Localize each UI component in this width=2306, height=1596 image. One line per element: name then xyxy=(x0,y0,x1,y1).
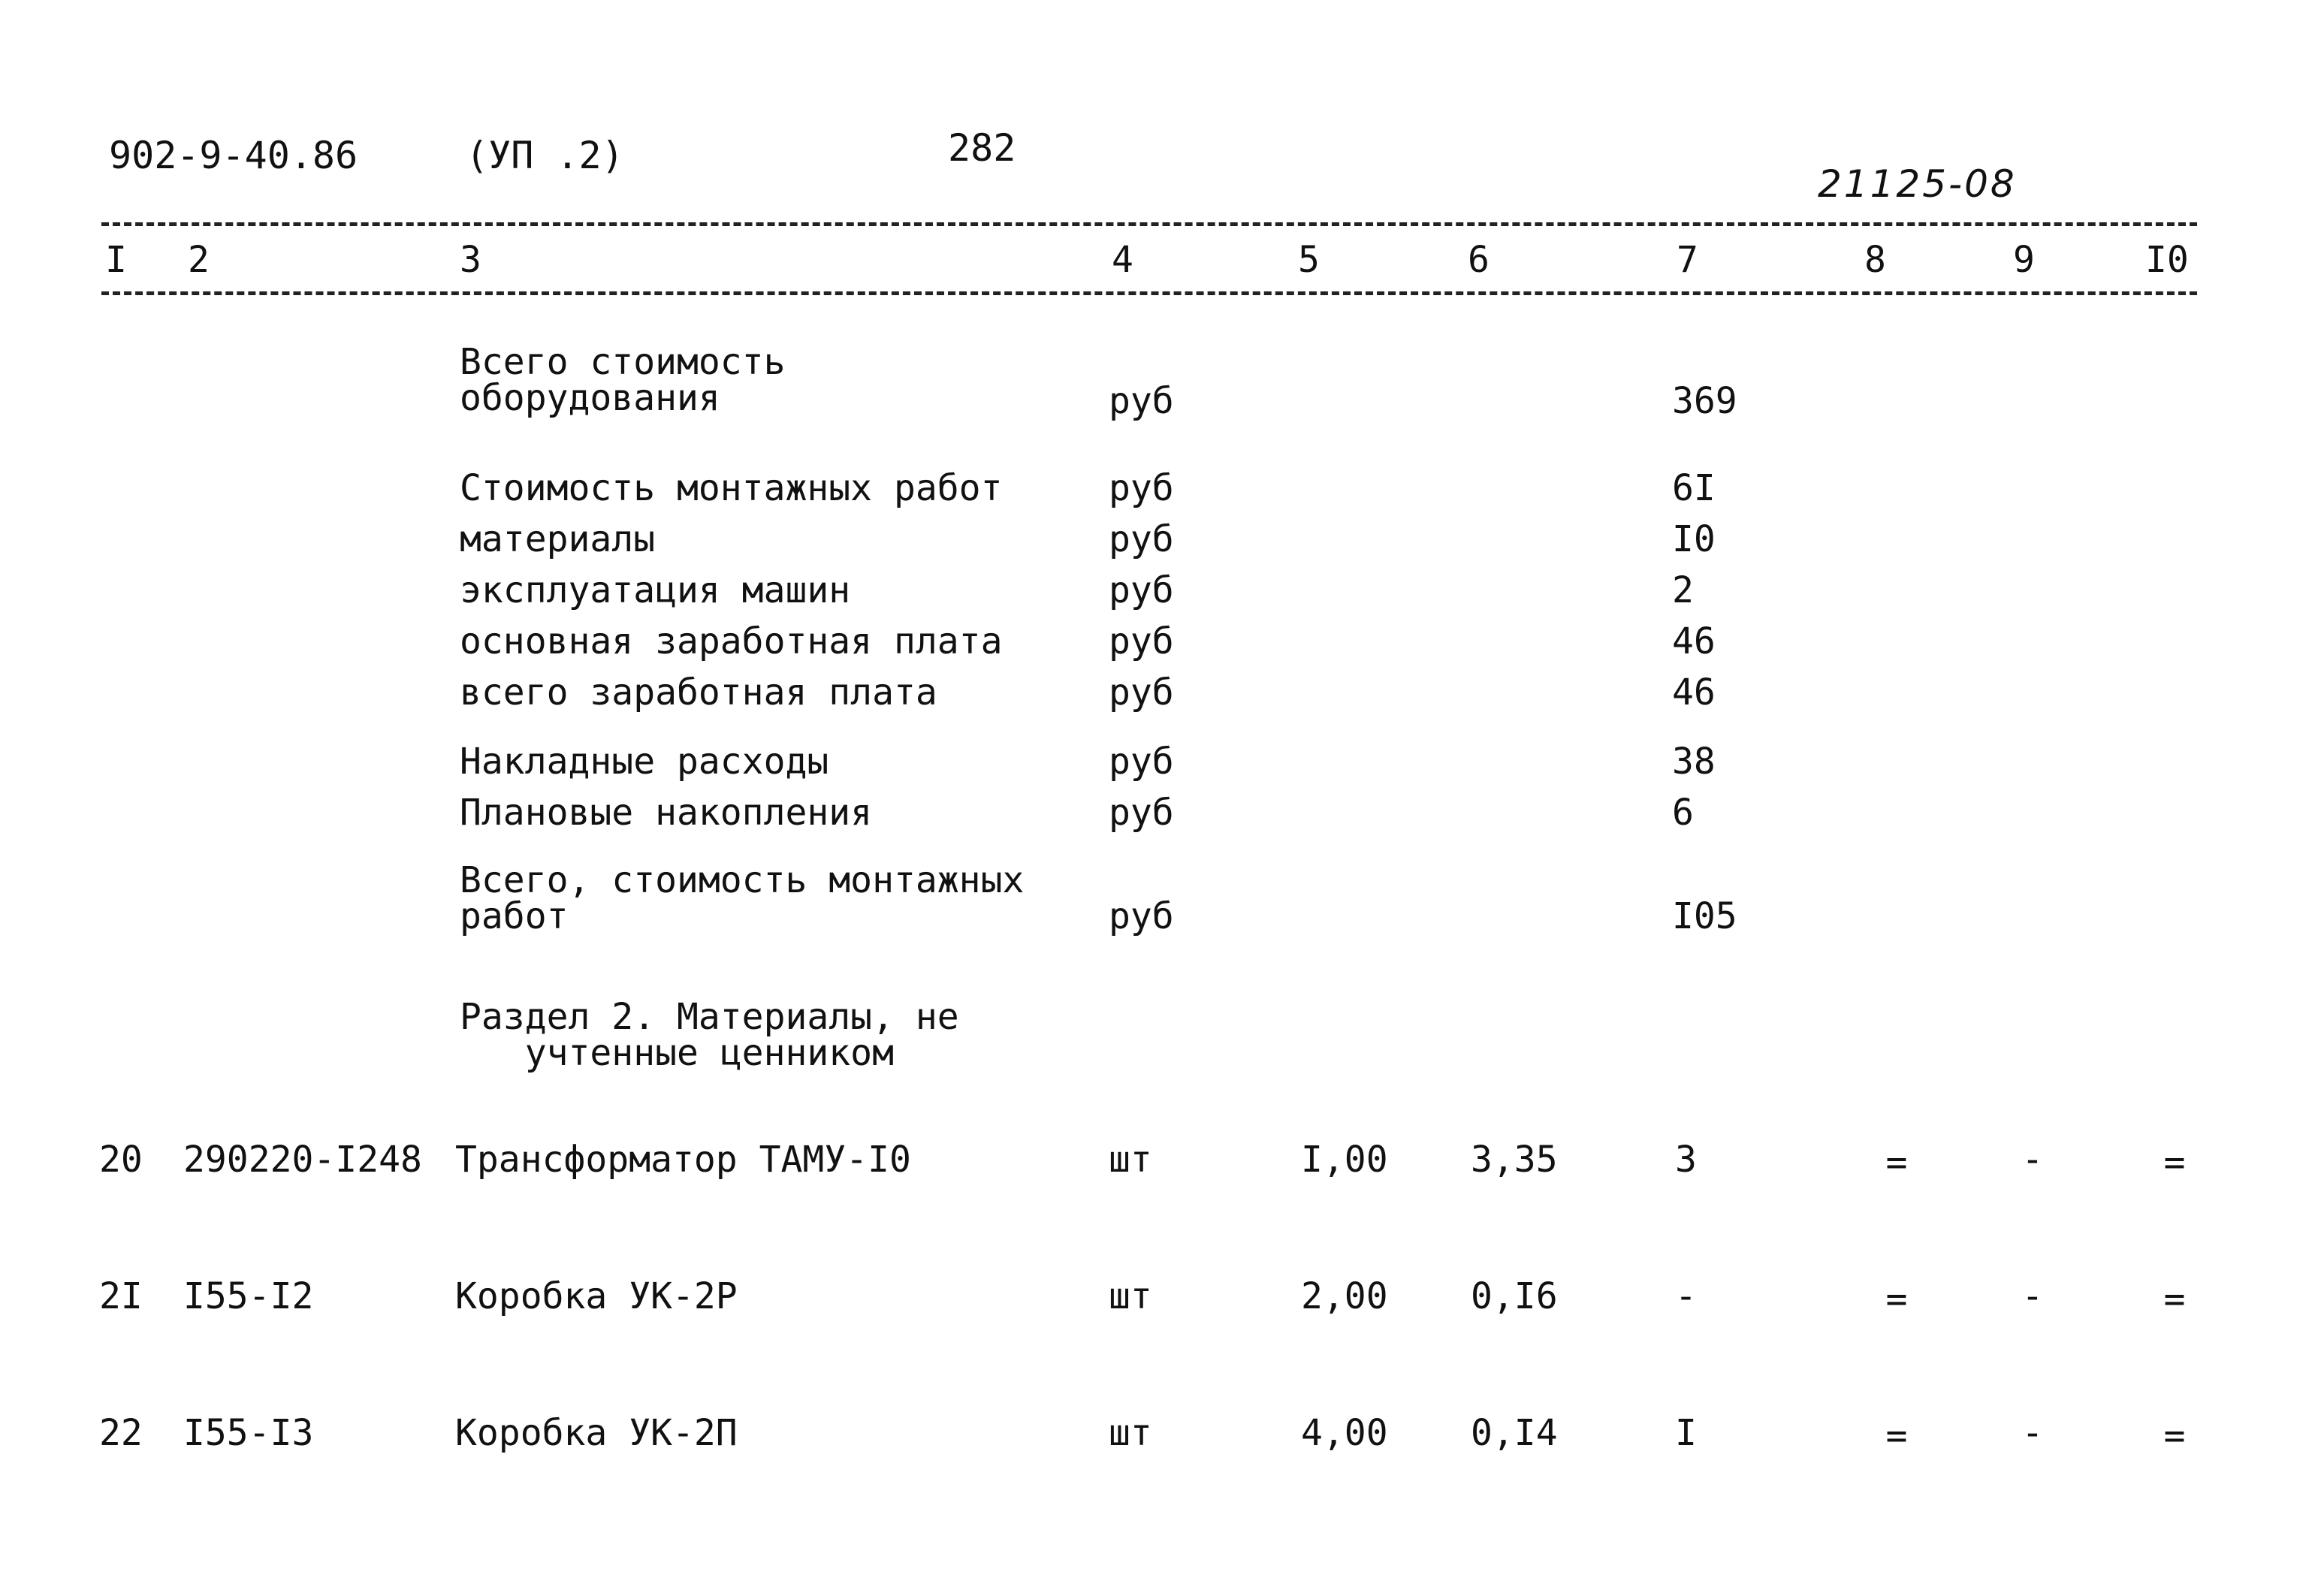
header-bottom-rule xyxy=(101,291,2197,295)
summary-value: 46 xyxy=(1672,620,1716,662)
row-total: I xyxy=(1675,1412,1697,1454)
summary-label: Всего, стоимость монтажных работ xyxy=(460,859,1025,937)
summary-value: 6I xyxy=(1672,467,1716,509)
row-col8-mark: = xyxy=(1885,1415,1908,1457)
summary-label: Стоимость монтажных работ xyxy=(460,467,1003,509)
row-number: 20 xyxy=(99,1139,143,1181)
summary-value: 2 xyxy=(1672,569,1694,611)
row-price: 0,I6 xyxy=(1471,1275,1558,1317)
row-col8-mark: = xyxy=(1885,1142,1908,1184)
column-header-5: 5 xyxy=(1298,239,1320,281)
summary-value: 46 xyxy=(1672,671,1716,714)
summary-value: 38 xyxy=(1672,741,1716,783)
row-quantity: I,00 xyxy=(1301,1139,1388,1181)
row-quantity: 4,00 xyxy=(1301,1412,1388,1454)
summary-unit: руб xyxy=(1109,467,1174,509)
summary-unit: руб xyxy=(1109,895,1174,937)
row-col9-mark: - xyxy=(2021,1412,2044,1454)
row-code: 290220-I248 xyxy=(183,1139,422,1181)
row-total: 3 xyxy=(1675,1139,1697,1181)
row-col8-mark: = xyxy=(1885,1278,1908,1320)
summary-label: материалы xyxy=(460,518,656,560)
row-code: I55-I2 xyxy=(183,1275,314,1317)
row-price: 0,I4 xyxy=(1471,1412,1558,1454)
column-header-7: 7 xyxy=(1677,239,1698,281)
archive-stamp: 21125-08 xyxy=(1818,162,2017,206)
column-header-3: 3 xyxy=(460,239,481,281)
row-name: Трансформатор ТАМУ-I0 xyxy=(455,1139,911,1181)
summary-label: эксплуатация машин xyxy=(460,569,851,611)
row-quantity: 2,00 xyxy=(1301,1275,1388,1317)
column-header-2: 2 xyxy=(188,239,210,281)
summary-label: Плановые накопления xyxy=(460,792,873,834)
summary-value: 6 xyxy=(1672,792,1694,834)
row-number: 2I xyxy=(99,1275,143,1317)
row-code: I55-I3 xyxy=(183,1412,314,1454)
row-price: 3,35 xyxy=(1471,1139,1558,1181)
column-header-6: 6 xyxy=(1468,239,1490,281)
page-number: 282 xyxy=(948,126,1016,170)
summary-unit: руб xyxy=(1109,380,1174,422)
row-col10-mark: = xyxy=(2163,1278,2186,1320)
column-header-4: 4 xyxy=(1112,239,1133,281)
summary-label: всего заработная плата xyxy=(460,671,937,714)
summary-label: Всего стоимость оборудования xyxy=(460,341,786,419)
section-title: Раздел 2. Материалы, не учтенные ценником xyxy=(460,996,959,1074)
row-unit: шт xyxy=(1109,1412,1152,1454)
summary-value: I0 xyxy=(1672,518,1716,560)
column-header-1: I xyxy=(105,239,127,281)
column-header-8: 8 xyxy=(1864,239,1886,281)
column-header-9: 9 xyxy=(2013,239,2035,281)
header-top-rule xyxy=(101,222,2197,226)
row-unit: шт xyxy=(1109,1275,1152,1317)
summary-label: Накладные расходы xyxy=(460,741,829,783)
summary-unit: руб xyxy=(1109,569,1174,611)
summary-unit: руб xyxy=(1109,518,1174,560)
section-reference: (УП .2) xyxy=(466,134,624,177)
summary-unit: руб xyxy=(1109,671,1174,714)
row-col10-mark: = xyxy=(2163,1415,2186,1457)
summary-value: I05 xyxy=(1672,895,1737,937)
row-col9-mark: - xyxy=(2021,1139,2044,1181)
document-code: 902-9-40.86 xyxy=(109,134,358,177)
summary-label: основная заработная плата xyxy=(460,620,1003,662)
row-unit: шт xyxy=(1109,1139,1152,1181)
summary-unit: руб xyxy=(1109,792,1174,834)
row-total: - xyxy=(1675,1275,1697,1317)
row-name: Коробка УК-2П xyxy=(455,1412,738,1454)
row-col9-mark: - xyxy=(2021,1275,2044,1317)
row-name: Коробка УК-2Р xyxy=(455,1275,738,1317)
summary-unit: руб xyxy=(1109,741,1174,783)
row-col10-mark: = xyxy=(2163,1142,2186,1184)
summary-unit: руб xyxy=(1109,620,1174,662)
column-header-10: I0 xyxy=(2145,239,2189,281)
row-number: 22 xyxy=(99,1412,143,1454)
summary-value: 369 xyxy=(1672,380,1737,422)
